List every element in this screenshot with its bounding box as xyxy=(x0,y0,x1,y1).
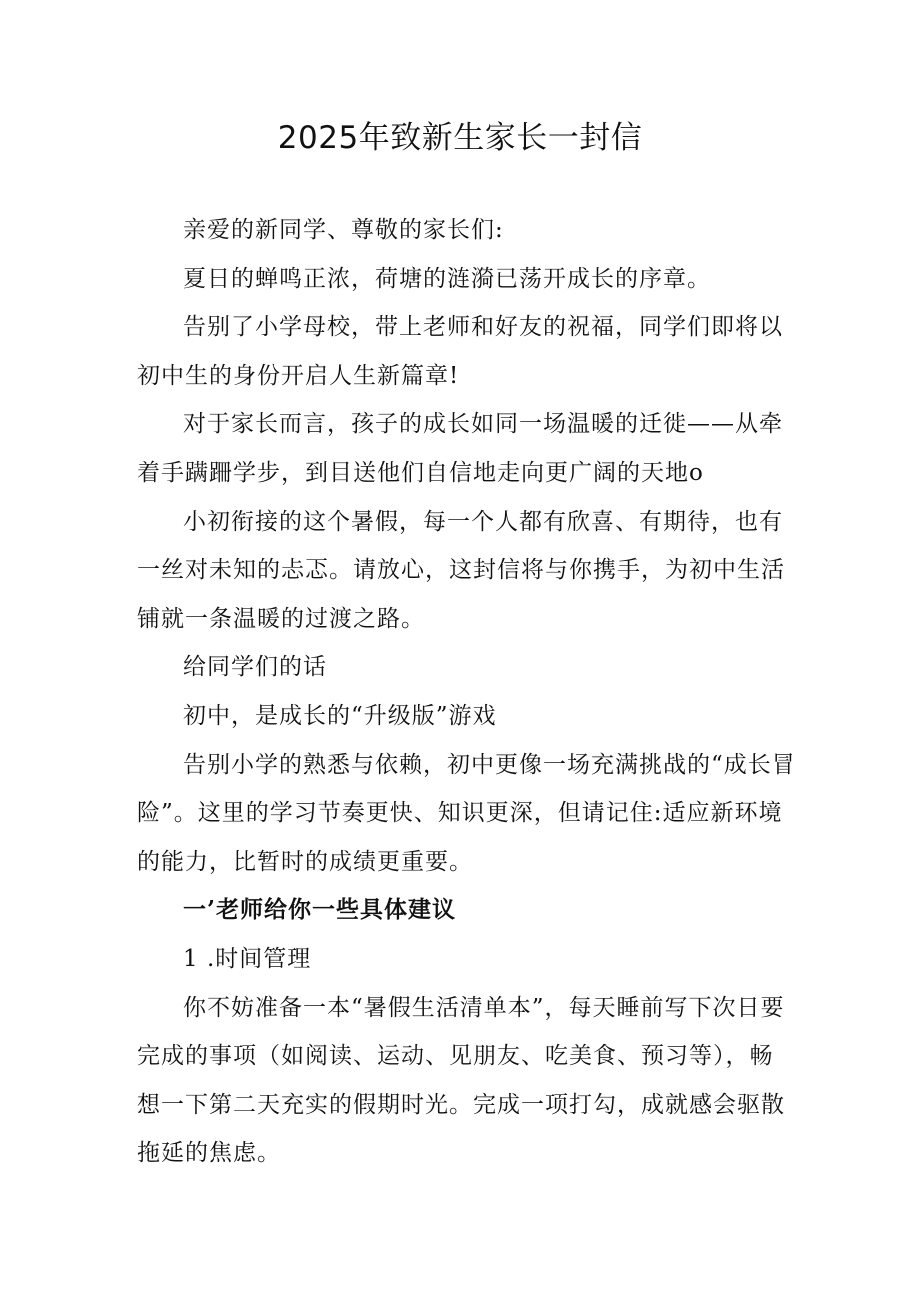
section-heading-students: 给同学们的话 xyxy=(183,654,327,681)
summer-paragraph: 夏日的蝉鸣正浓，荷塘的涟漪已荡开成长的序章。 xyxy=(183,265,711,292)
document-title: 2025年致新生家长一封信 xyxy=(277,120,643,156)
transition-paragraph: 小初衔接的这个暑假，每一个人都有欣喜、有期待，也有一丝对未知的忐忑。请放心，这封信将与你携手，为初中生活铺就一条温暖的过渡之路。 xyxy=(137,508,785,632)
time-management-paragraph: 你不妨准备一本“暑假生活清单本”，每天睡前写下次日要完成的事项（如阅读、运动、见朋友、吃美食、预习等），畅想一下第二天充实的假期时光。完成一项打勾，成就感会驱散拖延的焦虑。 xyxy=(137,994,785,1167)
farewell-paragraph: 告别了小学母校，带上老师和好友的祝福，同学们即将以初中生的身份开启人生新篇章! xyxy=(137,314,783,389)
parents-paragraph: 对于家长而言，孩子的成长如同一场温暖的迁徙——从牵着手蹒跚学步，到目送他们自信地走向更广阔的天地o xyxy=(137,411,783,486)
subheading-upgrade: 初中，是成长的“升级版”游戏 xyxy=(183,702,497,729)
document-body xyxy=(137,206,797,1178)
adventure-paragraph: 告别小学的熟悉与依赖，初中更像一场充满挑战的“成长冒险”。这里的学习节奏更快、知识更深，但请记住:适应新环境的能力，比暂时的成绩更重要。 xyxy=(137,751,796,875)
item-heading-time-management: 1 .时间管理 xyxy=(183,945,312,972)
greeting-paragraph: 亲爱的新同学、尊敬的家长们: xyxy=(183,217,504,243)
section-heading-advice: 一’老师给你一些具体建议 xyxy=(183,896,457,924)
